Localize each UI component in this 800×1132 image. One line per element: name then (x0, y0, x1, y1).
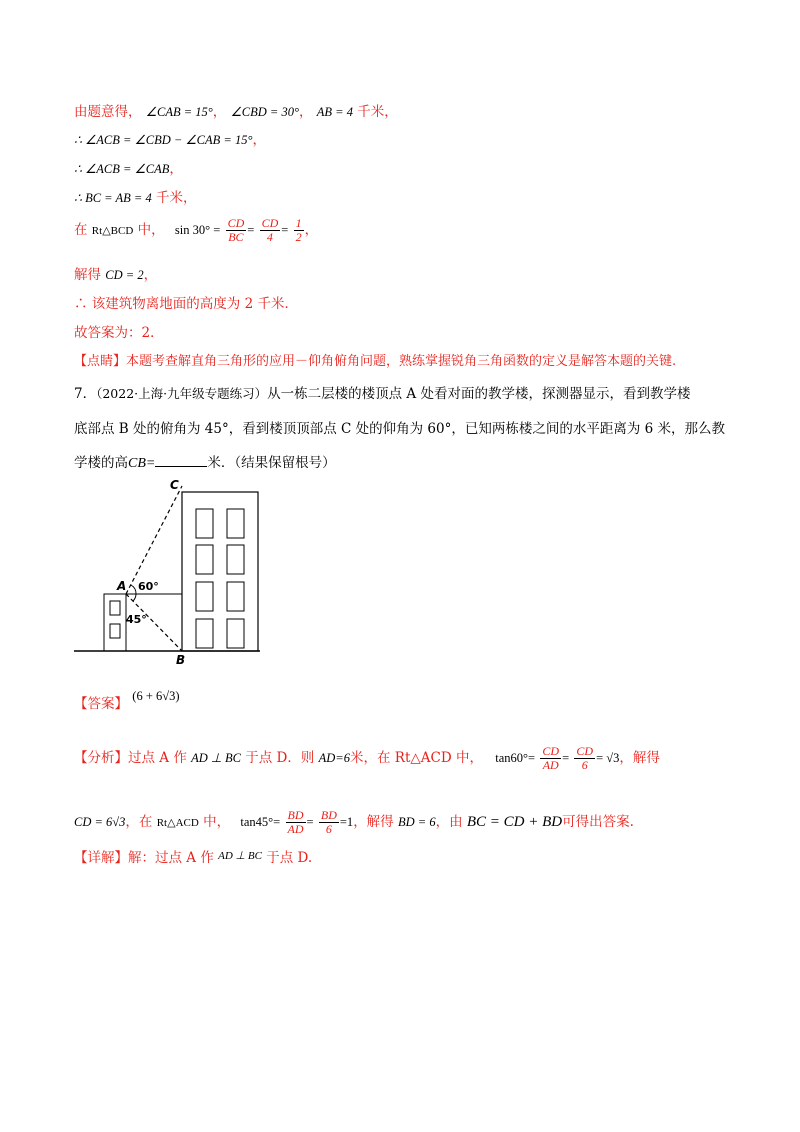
solution-line-8: 故答案为：2． (74, 325, 164, 341)
solution-line-6 (74, 263, 157, 283)
question-source: （2022·上海·九年级专题练习） (96, 386, 268, 401)
label-a: A (117, 579, 127, 593)
text: 由题意得， (74, 104, 142, 120)
math-bc-sum: BC = CD + BD (466, 814, 563, 830)
text: 可得出答案. (562, 814, 634, 830)
analysis-tag: 【分析】 (74, 750, 128, 766)
angle-arc-60 (131, 585, 136, 594)
key-point: 【点睛】本题考查解直角三角形的应用－仰角俯角问题，熟练掌握锐角三角函数的定义是解答本题的关键. (74, 354, 677, 369)
text: 中， (137, 222, 165, 238)
small-building (104, 594, 126, 651)
text: 学楼的高 (74, 455, 128, 471)
text: 在 (74, 222, 88, 238)
tall-building (182, 492, 258, 651)
text: 解得 (74, 267, 101, 283)
text: ， (169, 161, 183, 177)
tall-window (227, 509, 244, 538)
label-b: B (176, 653, 186, 667)
math-triangle: Rt△BCD (91, 225, 134, 237)
math-ad-perp-bc: AD ⊥ BC (191, 751, 241, 765)
math-bc: ∴ BC = AB = 4 (74, 191, 152, 205)
fraction: $\frac{BD}{AD}$ (287, 808, 304, 836)
label-angle-60: 60° (138, 580, 159, 593)
solution-line-3 (74, 157, 183, 177)
text: ，解得 (353, 814, 394, 830)
question-line-3 (74, 451, 336, 472)
math-cd-result: CD = 6√3 (74, 815, 126, 829)
math-cb: CB= (128, 456, 156, 471)
text: ，由 (435, 814, 463, 830)
text: ，在 (125, 814, 153, 830)
tall-window (227, 545, 244, 574)
answer-value: (6 + 6√3) (132, 689, 180, 703)
question-line-2: 底部点 B 处的俯角为 45°，看到楼顶顶部点 C 处的仰角为 60°，已知两栋楼之间的水平距离为 6 米，那么教 (74, 421, 726, 437)
text: ， (304, 222, 319, 238)
tall-window (196, 509, 213, 538)
text: ， (252, 132, 266, 148)
answer-tag: 【答案】 (74, 696, 128, 712)
solution-line-4 (74, 186, 197, 206)
tall-window (196, 545, 213, 574)
detail-line (74, 846, 312, 866)
text: 于点 D. (266, 850, 313, 866)
math-tan45: tan45°= (240, 815, 281, 829)
small-window (110, 601, 120, 615)
solution-line-1 (74, 100, 398, 120)
text: ，解得 (619, 750, 660, 766)
tall-window (227, 619, 244, 648)
text: ， (143, 267, 158, 283)
analysis-line-2: CD = 6√3，在 Rt△ACD 中， tan45°= $\frac{BD}{AD}$ = $\frac{BD}{6}$ =1，解得 BD = 6，由 BC = CD + BD可得出答案. (74, 808, 634, 836)
fraction: $\frac{CD}{AD}$ (542, 744, 560, 772)
math-acb-eq: ∴ ∠ACB = ∠CAB (74, 162, 170, 176)
text: ， (298, 104, 313, 120)
angle-arc-45 (133, 594, 136, 601)
fraction: $\frac{CD}{BC}$ (227, 216, 245, 244)
label-c: C (170, 478, 179, 492)
math-bd: BD = 6 (397, 815, 436, 829)
fraction: $\frac{BD}{6}$ (320, 808, 337, 836)
text: 千米， (357, 104, 398, 120)
text: 解：过点 A 作 (128, 850, 214, 866)
tall-window (196, 619, 213, 648)
math-triangle: Rt△ACD (156, 817, 199, 829)
sight-line-ac (126, 486, 182, 594)
text: 中， (203, 814, 231, 830)
small-window (110, 624, 120, 638)
building-figure (70, 478, 270, 668)
text: 米．（结果保留根号） (207, 455, 336, 471)
math-sqrt3: = √3 (596, 751, 620, 765)
analysis-line-1: 【分析】过点 A 作 AD ⊥ BC 于点 D．则 AD=6米，在 Rt△ACD 中， tan60°= $\frac{CD}{AD}$ = $\frac{CD}{6}$ = √3，解得 (74, 744, 660, 772)
math-cd: CD = 2 (105, 268, 144, 282)
label-angle-45: 45° (126, 613, 147, 626)
text: 千米， (156, 190, 197, 206)
tall-window (227, 582, 244, 611)
detail-tag: 【详解】 (74, 850, 128, 866)
answer-blank (155, 454, 207, 467)
math-eq: =1 (339, 815, 354, 829)
tall-window (196, 582, 213, 611)
fraction: $\frac{CD}{4}$ (261, 216, 279, 244)
solution-line-7: ∴ 该建筑物离地面的高度为 2 千米． (74, 296, 298, 312)
answer-line (74, 689, 180, 712)
text: 于点 D．则 (245, 750, 315, 766)
math-angle-cbd: ∠CBD = 30° (230, 105, 299, 119)
math-tan60: tan60°= (495, 751, 536, 765)
text: ， (212, 104, 227, 120)
fraction: $\frac{1}{2}$ (295, 216, 302, 244)
solution-line-2 (74, 128, 266, 148)
text: 米，在 Rt△ACD 中， (350, 750, 483, 766)
question-line-1 (74, 382, 690, 402)
math-sin30: sin 30° = (174, 223, 221, 237)
solution-line-5: 在 Rt△BCD 中， sin 30° = $\frac{CD}{BC}$ = $\frac{CD}{4}$ = $\frac{1}{2}$ ， (74, 216, 319, 244)
fraction: $\frac{CD}{6}$ (576, 744, 594, 772)
math-ad: AD=6 (318, 751, 350, 765)
math-acb: ∴ ∠ACB = ∠CBD − ∠CAB = 15° (74, 133, 253, 147)
math-ab: AB = 4 (316, 105, 353, 119)
question-number: 7． (74, 386, 97, 402)
text: 从一栋二层楼的楼顶点 A 处看对面的教学楼，探测器显示，看到教学楼 (267, 386, 691, 402)
math-ad-perp-bc: AD ⊥ BC (218, 850, 262, 862)
text: 过点 A 作 (128, 750, 187, 766)
math-angle-cab: ∠CAB = 15° (145, 105, 213, 119)
